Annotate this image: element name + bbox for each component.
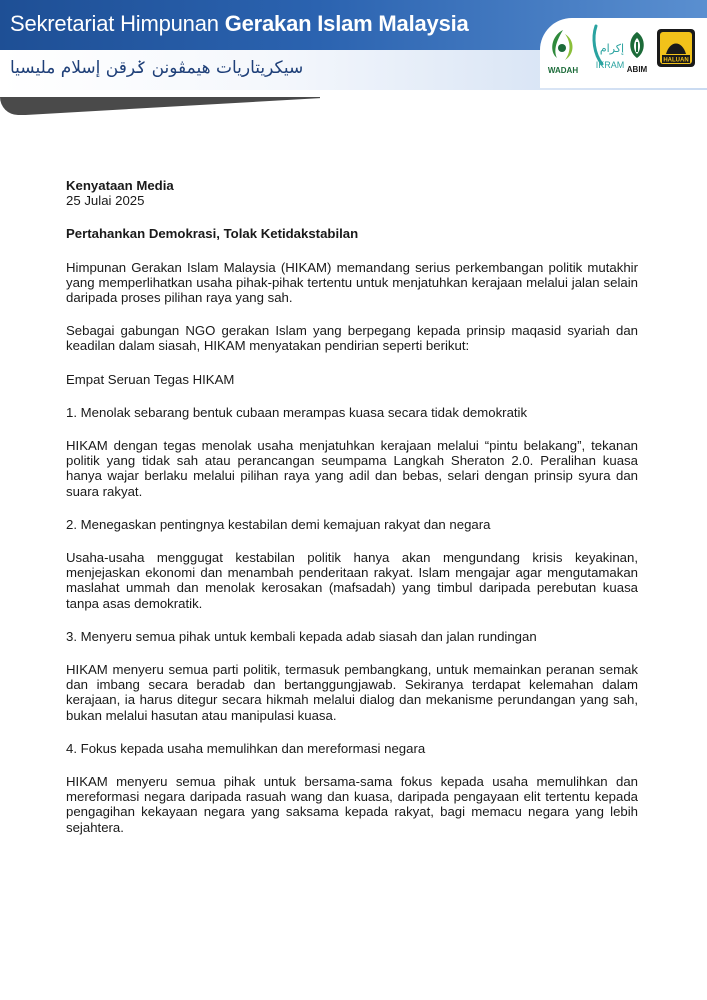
letterhead-title-light: Sekretariat Himpunan — [10, 11, 225, 36]
letterhead — [0, 0, 707, 90]
point-heading-1: 1. Menolak sebarang bentuk cubaan merampas kuasa secara tidak demokratik — [66, 404, 528, 420]
svg-text:IKRAM: IKRAM — [595, 60, 625, 70]
point-body-4: HIKAM menyeru semua pihak untuk bersama-sama fokus kepada usaha memulihkan dan mereformasi negara daripada rasuah wang dan kuasa, daripada pengayaan elit tertentu kepada pengagihan kekayaan negara yang saksama kepada rakyat, bagi memacu negara yang lebih sejahtera. — [66, 774, 638, 835]
intro-paragraph-2: Sebagai gabungan NGO gerakan Islam yang berpegang kepada prinsip maqasid syariah dan keadilan dalam siasah, HIKAM menyatakan pendirian seperti berikut: — [66, 323, 638, 354]
svg-text:WADAH: WADAH — [547, 66, 579, 75]
intro-paragraph-1: Himpunan Gerakan Islam Malaysia (HIKAM) memandang serius perkembangan politik mutakhir yang memperlihatkan usaha pihak-pihak tertentu untuk menjatuhkan kerajaan melalui jalan selain daripada proses pilihan raya yang sah. — [66, 259, 638, 306]
haluan-logo — [656, 28, 696, 68]
abim-logo — [624, 28, 650, 76]
point-heading-3: 3. Menyeru semua pihak untuk kembali kepada adab siasah dan jalan rundingan — [66, 628, 537, 644]
wadah-logo — [545, 26, 581, 76]
decorative-swoosh — [0, 97, 320, 115]
svg-text:ABIM: ABIM — [626, 65, 648, 74]
point-heading-4: 4. Fokus kepada usaha memulihkan dan mereformasi negara — [66, 740, 426, 756]
list-title: Empat Seruan Tegas HIKAM — [66, 371, 235, 387]
letterhead-title — [10, 11, 469, 37]
statement-date: 25 Julai 2025 — [66, 193, 145, 209]
letterhead-title-jawi: سيكريتاريات هيمڤونن ݢرقن إسلام مليسيا — [10, 58, 304, 78]
svg-text:إكرام: إكرام — [599, 42, 625, 55]
ikram-logo — [590, 24, 626, 76]
svg-text:HALUAN: HALUAN — [663, 57, 689, 64]
press-statement — [66, 178, 638, 835]
point-heading-2: 2. Menegaskan pentingnya kestabilan demi kemajuan rakyat dan negara — [66, 516, 491, 532]
point-body-2: Usaha-usaha menggugat kestabilan politik hanya akan mengundang krisis keyakinan, menjejaskan ekonomi dan menambah penderitaan rakyat. Islam mengajar agar mengutamakan maslahat ummah dan menolak kerosakan (mafsadah) yang timbul daripada perebutan kuasa tanpa asas demokratik. — [66, 550, 638, 611]
point-body-1: HIKAM dengan tegas menolak usaha menjatuhkan kerajaan melalui “pintu belakang”, tekanan politik yang tidak sah atau perancangan seumpama Langkah Sheraton 2.0. Peralihan kuasa hanya wajar berlaku melalui pilihan raya yang adil dan bebas, selari dengan prinsip syura dan suara rakyat. — [66, 438, 638, 499]
point-body-3: HIKAM menyeru semua parti politik, termasuk pembangkang, untuk memainkan peranan semak dan imbang secara beradab dan bertanggungjawab. Sekiranya terdapat kelemahan dalam kerajaan, ia harus ditegur secara hikmah melalui dialog dan mekanisme perundangan yang sah, bukan melalui hasutan atau manipulasi kuasa. — [66, 662, 638, 723]
statement-label: Kenyataan Media — [66, 178, 174, 193]
letterhead-title-bold: Gerakan Islam Malaysia — [224, 11, 469, 36]
statement-subject: Pertahankan Demokrasi, Tolak Ketidakstabilan — [66, 226, 359, 242]
